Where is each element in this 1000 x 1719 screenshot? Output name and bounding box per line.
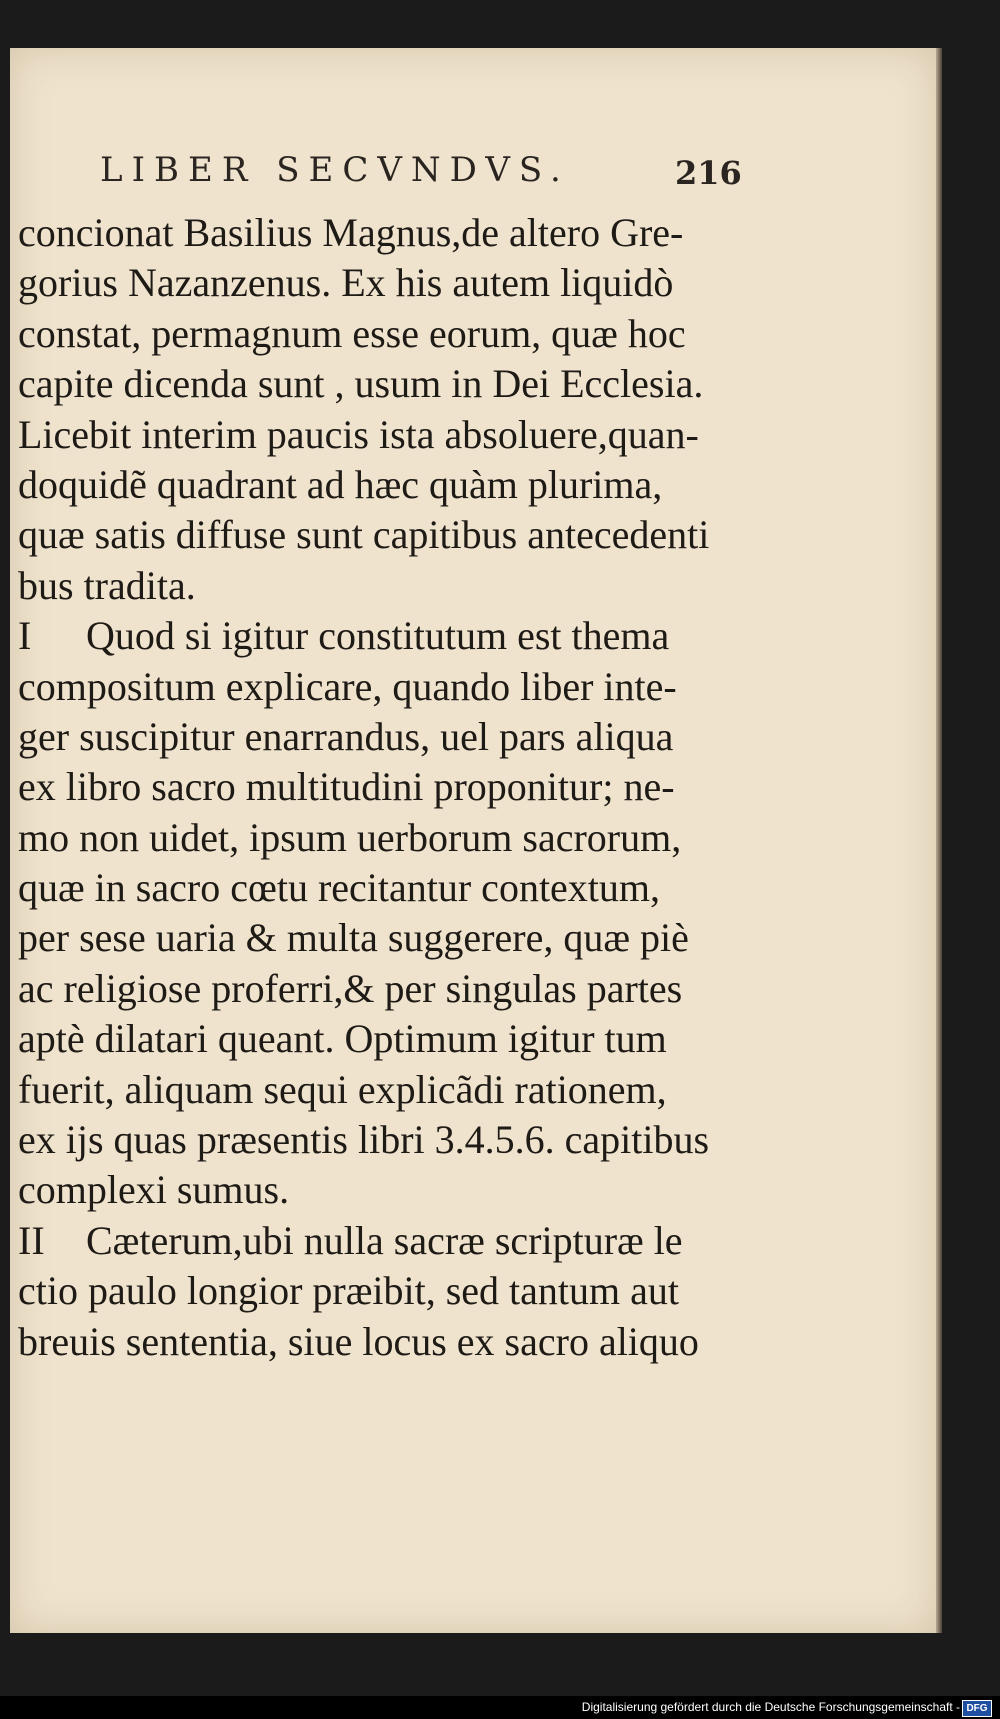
text-line: [18, 1216, 763, 1266]
text-line: [18, 611, 763, 661]
section-mark: II: [18, 1217, 45, 1263]
text-line: constat, permagnum esse eorum, quæ hoc: [18, 310, 686, 356]
dfg-logo: DFG: [962, 1700, 992, 1717]
text-line: bus tradita.: [18, 562, 196, 608]
page-edge: [936, 48, 942, 1633]
text-line: quæ satis diffuse sunt capitibus antecedenti: [18, 512, 710, 558]
text-line: ex ijs quas præsentis libri 3.4.5.6. capitibus: [18, 1117, 710, 1163]
text-line: quæ in sacro cœtu recitantur contextum,: [18, 865, 661, 911]
text-line: compositum explicare, quando liber inte-: [18, 663, 677, 709]
text-line: Licebit interim paucis ista absoluere,quan-: [18, 411, 699, 457]
footer-credit: Digitalisierung gefördert durch die Deutsche Forschungsgemeinschaft -: [581, 1700, 960, 1714]
text-line: per sese uaria & multa suggerere, quæ piè: [18, 915, 689, 961]
text-line: capite dicenda sunt , usum in Dei Ecclesia.: [18, 361, 704, 407]
text-line: complexi sumus.: [18, 1167, 290, 1213]
text-line: ctio paulo longior præibit, sed tantum aut: [18, 1268, 680, 1314]
running-head: LIBER SECVNDVS.: [100, 150, 570, 190]
text-line-content: Quod si igitur constitutum est thema: [86, 613, 670, 659]
text-line: gorius Nazanzenus. Ex his autem liquidò: [18, 260, 674, 306]
text-line: concionat Basilius Magnus,de altero Gre-: [18, 210, 684, 255]
text-line: breuis sententia, siue locus ex sacro aliquo: [18, 1318, 699, 1364]
text-line: mo non uidet, ipsum uerborum sacrorum,: [18, 814, 682, 860]
text-line: ex libro sacro multitudini proponitur; ne-: [18, 764, 675, 810]
text-line: doquidẽ quadrant ad hæc quàm plurima,: [18, 461, 663, 507]
text-line: fuerit, aliquam sequi explicãdi rationem,: [18, 1066, 667, 1112]
body-text: [18, 208, 763, 1367]
section-mark: I: [18, 613, 32, 659]
text-line: aptè dilatari queant. Optimum igitur tum: [18, 1016, 667, 1062]
page-number: 216: [675, 154, 742, 192]
text-line: ger suscipitur enarrandus, uel pars aliqua: [18, 713, 674, 759]
text-line: ac religiose proferri,& per singulas partes: [18, 965, 683, 1011]
text-line-content: Cæterum,ubi nulla sacræ scripturæ le: [86, 1217, 683, 1263]
